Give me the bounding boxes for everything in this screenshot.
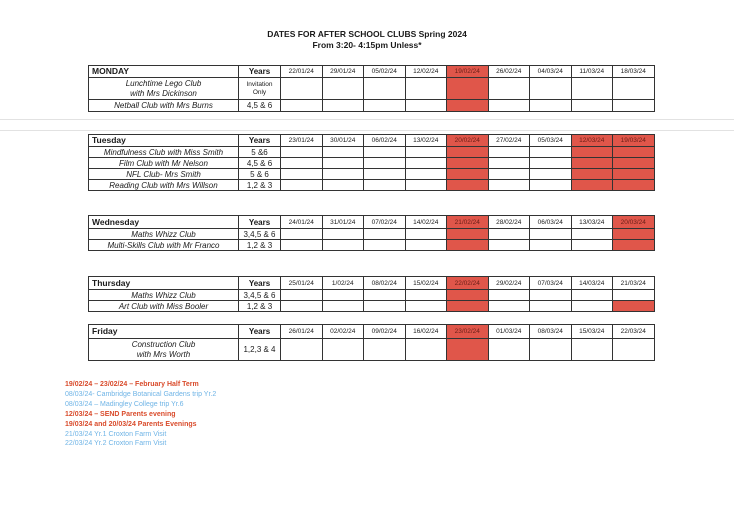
session-cell [281,147,323,158]
session-cell [405,301,447,312]
session-cell [530,180,572,191]
session-cell [571,180,613,191]
date-header: 19/03/24 [613,135,655,147]
date-header: 20/02/24 [447,135,489,147]
session-cell [447,301,489,312]
club-table-friday [88,324,655,361]
club-row [89,180,655,191]
session-cell [530,78,572,100]
session-cell [488,100,530,112]
session-cell [281,100,323,112]
day-header: MONDAY [89,66,239,78]
date-header: 11/03/24 [571,66,613,78]
club-name [89,147,239,158]
date-header: 15/03/24 [571,325,613,339]
session-cell [530,290,572,301]
session-cell [488,147,530,158]
date-header: 21/02/24 [447,216,489,229]
session-cell [613,339,655,361]
date-header: 14/02/24 [405,216,447,229]
date-header: 07/02/24 [364,216,406,229]
session-cell [281,301,323,312]
session-cell [530,229,572,240]
date-header: 19/02/24 [447,66,489,78]
session-cell [364,147,406,158]
session-cell [281,158,323,169]
club-years [239,301,281,312]
session-cell [613,240,655,251]
session-cell [322,290,364,301]
date-header: 08/02/24 [364,277,406,290]
club-table-wednesday [88,215,655,251]
note-item: 08/03/24 – Madingley College trip Yr.6 [65,400,184,408]
club-name-line: Mindfulness Club with Miss Smith [103,147,224,157]
session-cell [405,180,447,191]
session-cell [488,240,530,251]
session-cell [488,169,530,180]
session-cell [405,147,447,158]
date-header: 22/02/24 [447,277,489,290]
session-cell [281,240,323,251]
club-years-line: 1,2 & 3 [246,301,273,311]
session-cell [613,290,655,301]
date-header: 18/03/24 [613,66,655,78]
date-header: 22/01/24 [281,66,323,78]
club-years-line: 3,4,5 & 6 [243,290,276,300]
session-cell [571,158,613,169]
date-header: 26/01/24 [281,325,323,339]
session-cell [322,147,364,158]
club-years-line: Only [252,88,267,96]
date-header: 01/03/24 [488,325,530,339]
date-header: 29/02/24 [488,277,530,290]
session-cell [364,301,406,312]
session-cell [405,78,447,100]
session-cell [405,229,447,240]
session-cell [530,169,572,180]
club-row [89,169,655,180]
session-cell [613,78,655,100]
divider-line [0,130,734,131]
session-cell [613,100,655,112]
day-header: Thursday [89,277,239,290]
date-header: 06/03/24 [530,216,572,229]
title-line: DATES FOR AFTER SCHOOL CLUBS Spring 2024 [267,29,467,39]
session-cell [530,158,572,169]
session-cell [364,169,406,180]
divider-line [0,119,734,120]
session-cell [447,78,489,100]
club-years [239,180,281,191]
club-table-monday [88,65,655,112]
date-header: 29/01/24 [322,66,364,78]
club-years-line: Invitation [246,80,273,88]
club-years [239,290,281,301]
date-header: 05/02/24 [364,66,406,78]
session-cell [571,100,613,112]
session-cell [571,147,613,158]
club-name-line: with Mrs Dickinson [130,88,197,98]
club-name [89,290,239,301]
session-cell [488,290,530,301]
club-years-line: 1,2 & 3 [246,180,273,190]
club-name-line: NFL Club- Mrs Smith [126,169,201,179]
session-cell [322,169,364,180]
club-table-tuesday [88,134,655,191]
date-header: 13/02/24 [405,135,447,147]
session-cell [322,229,364,240]
session-cell [322,100,364,112]
club-name [89,229,239,240]
session-cell [488,229,530,240]
date-header: 24/01/24 [281,216,323,229]
session-cell [530,301,572,312]
club-name [89,78,239,100]
club-years [239,158,281,169]
club-row [89,158,655,169]
club-name [89,158,239,169]
date-header: 21/03/24 [613,277,655,290]
date-header: 27/02/24 [488,135,530,147]
session-cell [530,339,572,361]
session-cell [405,158,447,169]
session-cell [281,229,323,240]
session-cell [571,301,613,312]
session-cell [447,290,489,301]
club-name-line: Lunchtime Lego Club [125,78,202,88]
session-cell [530,240,572,251]
years-header: Years [239,325,281,339]
club-name-line: Multi-Skills Club with Mr Franco [107,240,220,250]
date-header: 23/01/24 [281,135,323,147]
date-header: 02/02/24 [322,325,364,339]
club-years [239,78,281,100]
club-name-line: Maths Whizz Club [131,229,196,239]
club-row [89,240,655,251]
session-cell [322,158,364,169]
club-name-line: Netball Club with Mrs Burns [114,101,213,110]
session-cell [488,78,530,100]
club-years [239,100,281,112]
session-cell [613,229,655,240]
date-header: 20/03/24 [613,216,655,229]
club-row [89,229,655,240]
years-header: Years [239,277,281,290]
club-years [239,169,281,180]
session-cell [613,180,655,191]
session-cell [571,229,613,240]
club-years [239,240,281,251]
club-name [89,169,239,180]
session-cell [405,240,447,251]
club-name-line: Art Club with Miss Booler [118,301,209,311]
date-header: 05/03/24 [530,135,572,147]
club-years-line: 4,5 & 6 [246,158,273,168]
club-years-line: 1,2,3 & 4 [243,345,276,354]
session-cell [364,180,406,191]
note-item: 08/03/24- Cambridge Botanical Gardens trip Yr.2 [65,390,217,398]
club-row [89,78,655,100]
club-years [239,147,281,158]
date-header: 23/02/24 [447,325,489,339]
session-cell [447,229,489,240]
session-cell [281,78,323,100]
session-cell [281,339,323,361]
session-cell [405,169,447,180]
club-name [89,339,239,361]
session-cell [364,78,406,100]
date-header: 07/03/24 [530,277,572,290]
date-header: 1/02/24 [322,277,364,290]
club-row [89,290,655,301]
date-header: 12/02/24 [405,66,447,78]
session-cell [571,290,613,301]
years-header: Years [239,216,281,229]
session-cell [571,78,613,100]
session-cell [447,169,489,180]
date-header: 12/03/24 [571,135,613,147]
session-cell [613,169,655,180]
session-cell [322,78,364,100]
session-cell [447,147,489,158]
session-cell [322,240,364,251]
club-row [89,301,655,312]
notes-list [65,380,216,449]
date-header: 25/01/24 [281,277,323,290]
club-years-line: 3,4,5 & 6 [243,229,276,239]
date-header: 15/02/24 [405,277,447,290]
session-cell [364,100,406,112]
session-cell [281,290,323,301]
note-item: 19/02/24 – 23/02/24 – February Half Term [65,381,199,388]
session-cell [530,147,572,158]
session-cell [447,158,489,169]
session-cell [405,290,447,301]
club-table-thursday [88,276,655,312]
session-cell [447,339,489,361]
date-header: 22/03/24 [613,325,655,339]
club-years-line: 5 & 6 [250,169,269,179]
club-name [89,180,239,191]
club-name-line: with Mrs Worth [136,349,191,359]
club-years [239,339,281,361]
date-header: 09/02/24 [364,325,406,339]
club-name [89,240,239,251]
session-cell [447,100,489,112]
session-cell [613,301,655,312]
session-cell [281,180,323,191]
club-row [89,100,655,112]
club-years-line: 1,2 & 3 [246,240,273,250]
date-header: 06/02/24 [364,135,406,147]
session-cell [488,180,530,191]
date-header: 13/03/24 [571,216,613,229]
club-name [89,100,239,112]
session-cell [488,301,530,312]
years-header: Years [239,135,281,147]
session-cell [447,180,489,191]
session-cell [405,339,447,361]
session-cell [322,301,364,312]
club-name [89,301,239,312]
club-name-line: Reading Club with Mrs Willson [109,180,218,190]
session-cell [364,229,406,240]
club-name-line: Maths Whizz Club [131,290,196,300]
day-header: Friday [89,325,239,339]
session-cell [488,339,530,361]
years-header: Years [239,66,281,78]
session-cell [571,240,613,251]
club-years-line: 5 &6 [251,147,268,157]
day-header: Wednesday [89,216,239,229]
note-item: 21/03/24 Yr.1 Croxton Farm Visit [65,430,167,438]
date-header: 30/01/24 [322,135,364,147]
date-header: 14/03/24 [571,277,613,290]
date-header: 04/03/24 [530,66,572,78]
session-cell [364,240,406,251]
club-name-line: Film Club with Mr Nelson [119,158,208,168]
date-header: 08/03/24 [530,325,572,339]
note-item: 12/03/24 – SEND Parents evening [65,410,176,418]
date-header: 16/02/24 [405,325,447,339]
session-cell [322,180,364,191]
session-cell [530,100,572,112]
date-header: 28/02/24 [488,216,530,229]
club-years [239,229,281,240]
session-cell [571,169,613,180]
day-header: Tuesday [89,135,239,147]
session-cell [364,290,406,301]
session-cell [322,339,364,361]
session-cell [613,158,655,169]
club-row [89,339,655,361]
date-header: 26/02/24 [488,66,530,78]
session-cell [447,240,489,251]
club-name-line: Construction Club [131,339,196,349]
session-cell [405,100,447,112]
session-cell [571,339,613,361]
session-cell [281,169,323,180]
session-cell [364,339,406,361]
session-cell [488,158,530,169]
note-item: 19/03/24 and 20/03/24 Parents Evenings [65,420,197,428]
subtitle-line: From 3:20- 4:15pm Unless* [312,40,422,50]
note-item: 22/03/24 Yr.2 Croxton Farm Visit [65,440,167,448]
club-row [89,147,655,158]
document-title [0,29,734,51]
date-header: 31/01/24 [322,216,364,229]
session-cell [613,147,655,158]
session-cell [364,158,406,169]
club-years-line: 4,5 & 6 [246,101,273,110]
